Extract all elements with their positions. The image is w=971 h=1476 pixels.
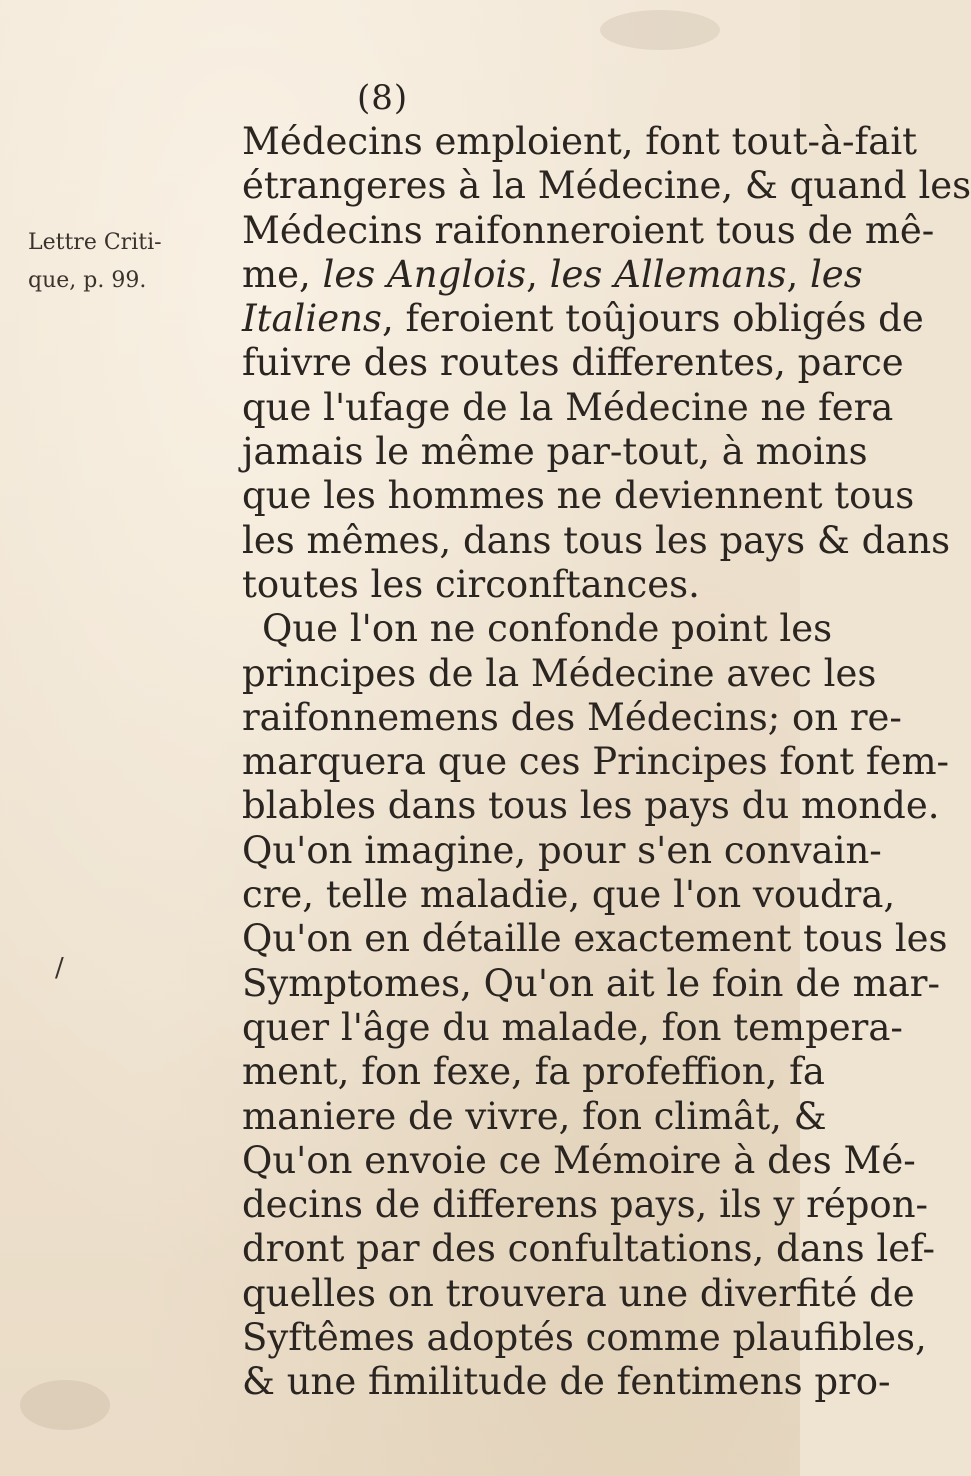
paper-stain [600,10,720,50]
text-run: me, [242,252,323,296]
text-line [242,1316,927,1360]
text-line [242,208,935,253]
paper-stain [20,1380,110,1430]
text-run: Syftêmes adoptés comme plaufibles, [242,1316,927,1360]
text-run: , [526,252,550,296]
italic-text-run: Italiens [242,297,382,341]
text-line [242,120,918,164]
text-line [242,917,948,961]
text-line [242,252,863,297]
text-run: Que l'on ne confonde point les [262,607,833,651]
text-run: , feroient toûjours obligés de [381,297,924,341]
text-line [242,341,904,385]
text-line [242,164,971,208]
text-line [242,563,790,607]
text-run: & une fimilitude de fentimens pro- [242,1360,891,1404]
text-run: dront par des confultations, dans lef- [242,1227,935,1271]
text-line [242,1138,916,1183]
text-line [242,1360,891,1404]
text-line [242,1094,827,1139]
text-line [242,518,951,563]
text-line [242,828,882,873]
page-number: (8) [357,78,409,118]
text-line [242,607,833,651]
text-line [242,695,902,740]
text-run: ment, fon fexe, fa profeffion, fa [242,1050,825,1094]
text-run: principes de la Médecine avec les [242,651,877,695]
text-run: raifonnemens des Médecins; on re- [242,695,902,739]
text-run: blables dans tous les pays du monde. [242,784,940,828]
text-run: Symptomes, Qu'on ait le foin de mar- [242,961,940,1005]
text-run: toutes les circonftances. [242,562,700,606]
text-line [242,474,915,518]
text-run: les mêmes, dans tous les pays & dans [242,518,951,562]
text-run: que l'ufage de la Médecine ne fera [242,385,894,429]
text-line [242,651,877,696]
text-run: marquera que ces Principes font fem- [242,740,950,784]
italic-text-run: les Anglois [322,252,527,296]
text-run: fuivre des routes differentes, parce [242,341,904,385]
italic-text-run: les [809,252,863,296]
margin-note-line: Lettre Criti- [28,230,162,255]
text-run: , [786,252,810,296]
text-run: Médecins raifonneroient tous de mê- [242,208,935,252]
text-run: maniere de vivre, fon climât, & [242,1094,827,1138]
body-text [242,120,971,1405]
text-line [242,1050,825,1094]
text-run: Médecins emploient, font tout-à-fait [242,120,918,163]
text-run: quer l'âge du malade, fon tempera- [242,1005,903,1049]
text-line [242,740,950,784]
text-run: jamais le même par-tout, à moins [242,430,868,474]
text-line [242,385,894,430]
text-line [242,1271,915,1316]
text-run: Qu'on imagine, pour s'en convain- [242,828,882,872]
text-line [242,784,940,828]
text-line [242,1005,903,1050]
text-run: Qu'on en détaille exactement tous les [242,917,948,961]
text-run: étrangeres à la Médecine, & quand les [242,164,971,208]
text-line [242,1183,929,1227]
text-run: decins de differens pays, ils y répon- [242,1183,929,1227]
text-line [242,961,940,1006]
margin-mark: / [55,953,64,983]
text-line [242,430,868,474]
text-run: quelles on trouvera une diverfité de [242,1271,915,1315]
text-line [242,1227,935,1271]
margin-note [28,224,162,300]
italic-text-run: les Allemans [549,252,787,296]
margin-note-line: que, p. 99. [28,268,147,293]
text-run: cre, telle maladie, que l'on voudra, [242,873,896,917]
text-line [242,873,896,917]
text-run: que les hommes ne deviennent tous [242,474,915,518]
text-run: Qu'on envoie ce Mémoire à des Mé- [242,1138,916,1182]
text-line [242,297,924,341]
